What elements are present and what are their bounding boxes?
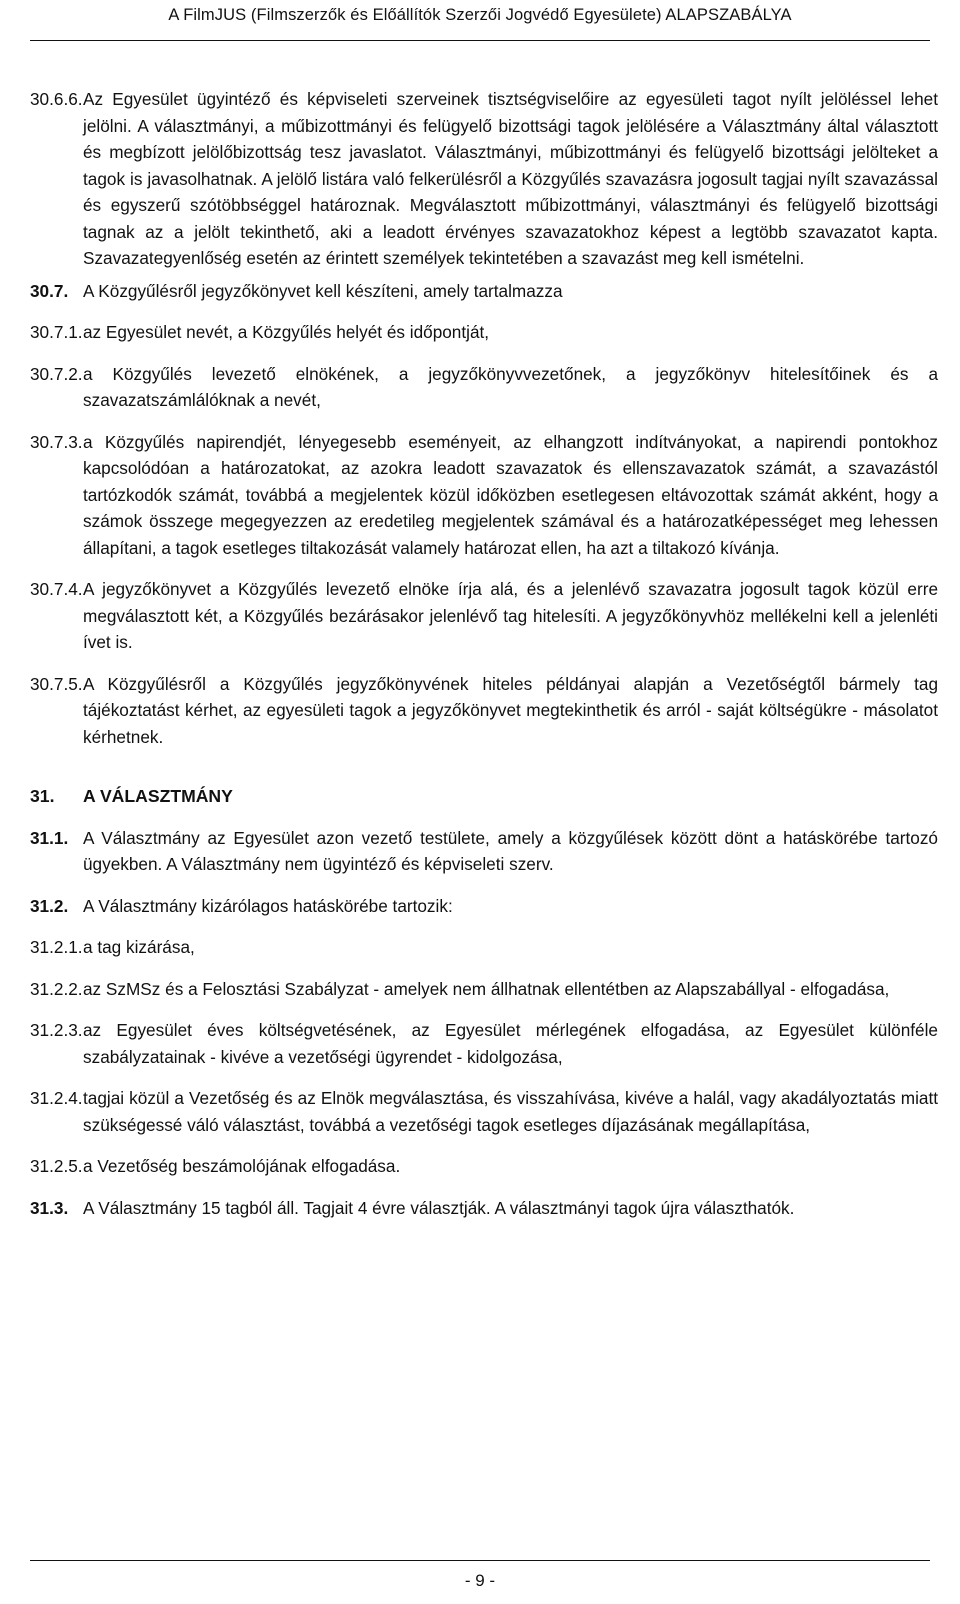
section-text: A jegyzőkönyvet a Közgyűlés levezető elnöke írja alá, és a jelenlévő szavazatra jogosult tagok közül erre megválasztott két, a Közgyűlés bezárásakor jelenlévő tag hitelesíti. A jegyzőkönyvhöz mellékelni kell a jelenléti ívet is. bbox=[83, 579, 938, 652]
section-text: az Egyesület éves költségvetésének, az Egyesület mérlegének elfogadása, az Egyesület különféle szabályzatainak - kivéve a vezetőségi ügyrendet - kidolgozása, bbox=[83, 1020, 938, 1067]
section-text: A Választmány kizárólagos hatáskörébe tartozik: bbox=[83, 895, 453, 916]
section-number: 31.2.4. bbox=[30, 1088, 83, 1108]
section-30-7-3 bbox=[30, 429, 938, 562]
section-number: 31.2.2. bbox=[30, 978, 83, 999]
section-31-3 bbox=[30, 1195, 938, 1222]
section-text: a tag kizárása, bbox=[83, 937, 195, 957]
section-text: az SzMSz és a Felosztási Szabályzat - amelyek nem állhatnak ellentétben az Alapszabállyal - elfogadása, bbox=[83, 978, 890, 999]
section-number: 31.2.3. bbox=[30, 1020, 83, 1040]
header-divider bbox=[30, 40, 930, 41]
section-number: 30.6.6. bbox=[30, 89, 83, 109]
footer-divider bbox=[30, 1560, 930, 1561]
section-text: A Közgyűlésről a Közgyűlés jegyzőkönyvének hiteles példányai alapján a Vezetőségtől bármely tag tájékoztatást kérhet, az egyesületi tagok a jegyzőkönyvet megtekinthetik és arról - saját költségükre - másolatot kérhetnek. bbox=[83, 673, 938, 747]
section-text: Az Egyesület ügyintéző és képviseleti szerveinek tisztségviselőire az egyesületi tagot nyílt jelöléssel lehet jelölni. A választmányi, a műbizottmányi és felügyelő bizottsági tagok jelölésére a Választmány által választott és megbízott jelölőbizottság tesz javaslatot. Választmányi, műbizottmányi és felügyelő bizottsági jelölteket a tagok is javasolhatnak. A jelölő listára való felkerülésről a Közgyűlés szavazásra jogosult tagjai nyílt szavazással és egyszerű szótöbbséggel határoznak. Megválasztott műbizottmányi, választmányi és felügyelő bizottsági tagnak az a jelölt tekinthető, aki a leadott érvényes szavazatokhoz képest a legtöbb szavazatot kapta. Szavazategyenlőség esetén az érintett személyek tekintetében a szavazást meg kell ismételni. bbox=[83, 89, 938, 268]
chapter-31-heading bbox=[30, 783, 938, 810]
section-number: 31.2.5. bbox=[30, 1156, 83, 1176]
section-31-2-1 bbox=[30, 934, 938, 961]
section-number: 30.7. bbox=[30, 280, 69, 301]
section-31-2 bbox=[30, 893, 938, 920]
chapter-number: 31. bbox=[30, 786, 55, 806]
section-31-1 bbox=[30, 825, 938, 878]
section-30-7 bbox=[30, 278, 938, 305]
section-number: 31.3. bbox=[30, 1197, 69, 1218]
section-number: 30.7.1. bbox=[30, 322, 83, 342]
section-31-2-2 bbox=[30, 976, 938, 1003]
document-body bbox=[30, 86, 938, 1221]
section-text: a Közgyűlés napirendjét, lényegesebb eseményeit, az elhangzott indítványokat, a napirendi pontokhoz kapcsolódóan a határozatokat, az azokra leadott szavazatok és ellenszavazatok számát, a szavazástól tartózkodók számát, továbbá a megjelentek közül időközben esetlegesen eltávozottak számát akként, hogy a számok összege megegyezzen az eredetileg megjelentek számával és a határozatképességet meg lehessen állapítani, a tagok esetleges tiltakozását valamely határozat ellen, ha azt a tiltakozó kívánja. bbox=[83, 431, 938, 558]
section-text: A Választmány 15 tagból áll. Tagjait 4 évre választják. A választmányi tagok újra választhatók. bbox=[83, 1197, 795, 1218]
section-text: A Választmány az Egyesület azon vezető testülete, amely a közgyűlések között dönt a hatáskörébe tartozó ügyekben. A Választmány nem ügyintéző és képviseleti szerv. bbox=[83, 827, 938, 874]
section-text: a Vezetőség beszámolójának elfogadása. bbox=[83, 1156, 401, 1176]
section-text: A Közgyűlésről jegyzőkönyvet kell készíteni, amely tartalmazza bbox=[83, 280, 563, 301]
section-text: a Közgyűlés levezető elnökének, a jegyzőkönyvvezetőnek, a jegyzőkönyv hitelesítőinek és a szavazatszámlálóknak a nevét, bbox=[83, 363, 938, 410]
section-number: 31.2.1. bbox=[30, 937, 83, 957]
section-text: az Egyesület nevét, a Közgyűlés helyét és időpontját, bbox=[83, 322, 490, 342]
section-number: 31.2. bbox=[30, 895, 69, 916]
section-number: 30.7.4. bbox=[30, 579, 83, 599]
section-text: tagjai közül a Vezetőség és az Elnök megválasztása, és visszahívása, kivéve a halál, vagy akadályoztatás miatt szükségessé váló választást, továbbá a vezetőségi tagok esetleges díjazásának megállapítása, bbox=[83, 1088, 938, 1135]
section-30-7-2 bbox=[30, 361, 938, 414]
section-31-2-3 bbox=[30, 1017, 938, 1070]
section-30-7-1 bbox=[30, 319, 938, 346]
page-number: - 9 - bbox=[464, 1571, 496, 1590]
section-30-7-4 bbox=[30, 576, 938, 656]
chapter-title: A VÁLASZTMÁNY bbox=[83, 786, 233, 806]
section-30-7-5 bbox=[30, 671, 938, 751]
section-31-2-4 bbox=[30, 1085, 938, 1138]
section-number: 30.7.3. bbox=[30, 431, 83, 452]
section-number: 30.7.5. bbox=[30, 673, 83, 694]
section-31-2-5 bbox=[30, 1153, 938, 1180]
section-number: 30.7.2. bbox=[30, 363, 83, 384]
section-number: 31.1. bbox=[30, 827, 69, 848]
document-header: A FilmJUS (Filmszerzők és Előállítók Szerzői Jogvédő Egyesülete) ALAPSZABÁLYA bbox=[168, 6, 792, 24]
section-30-6-6 bbox=[30, 86, 938, 272]
